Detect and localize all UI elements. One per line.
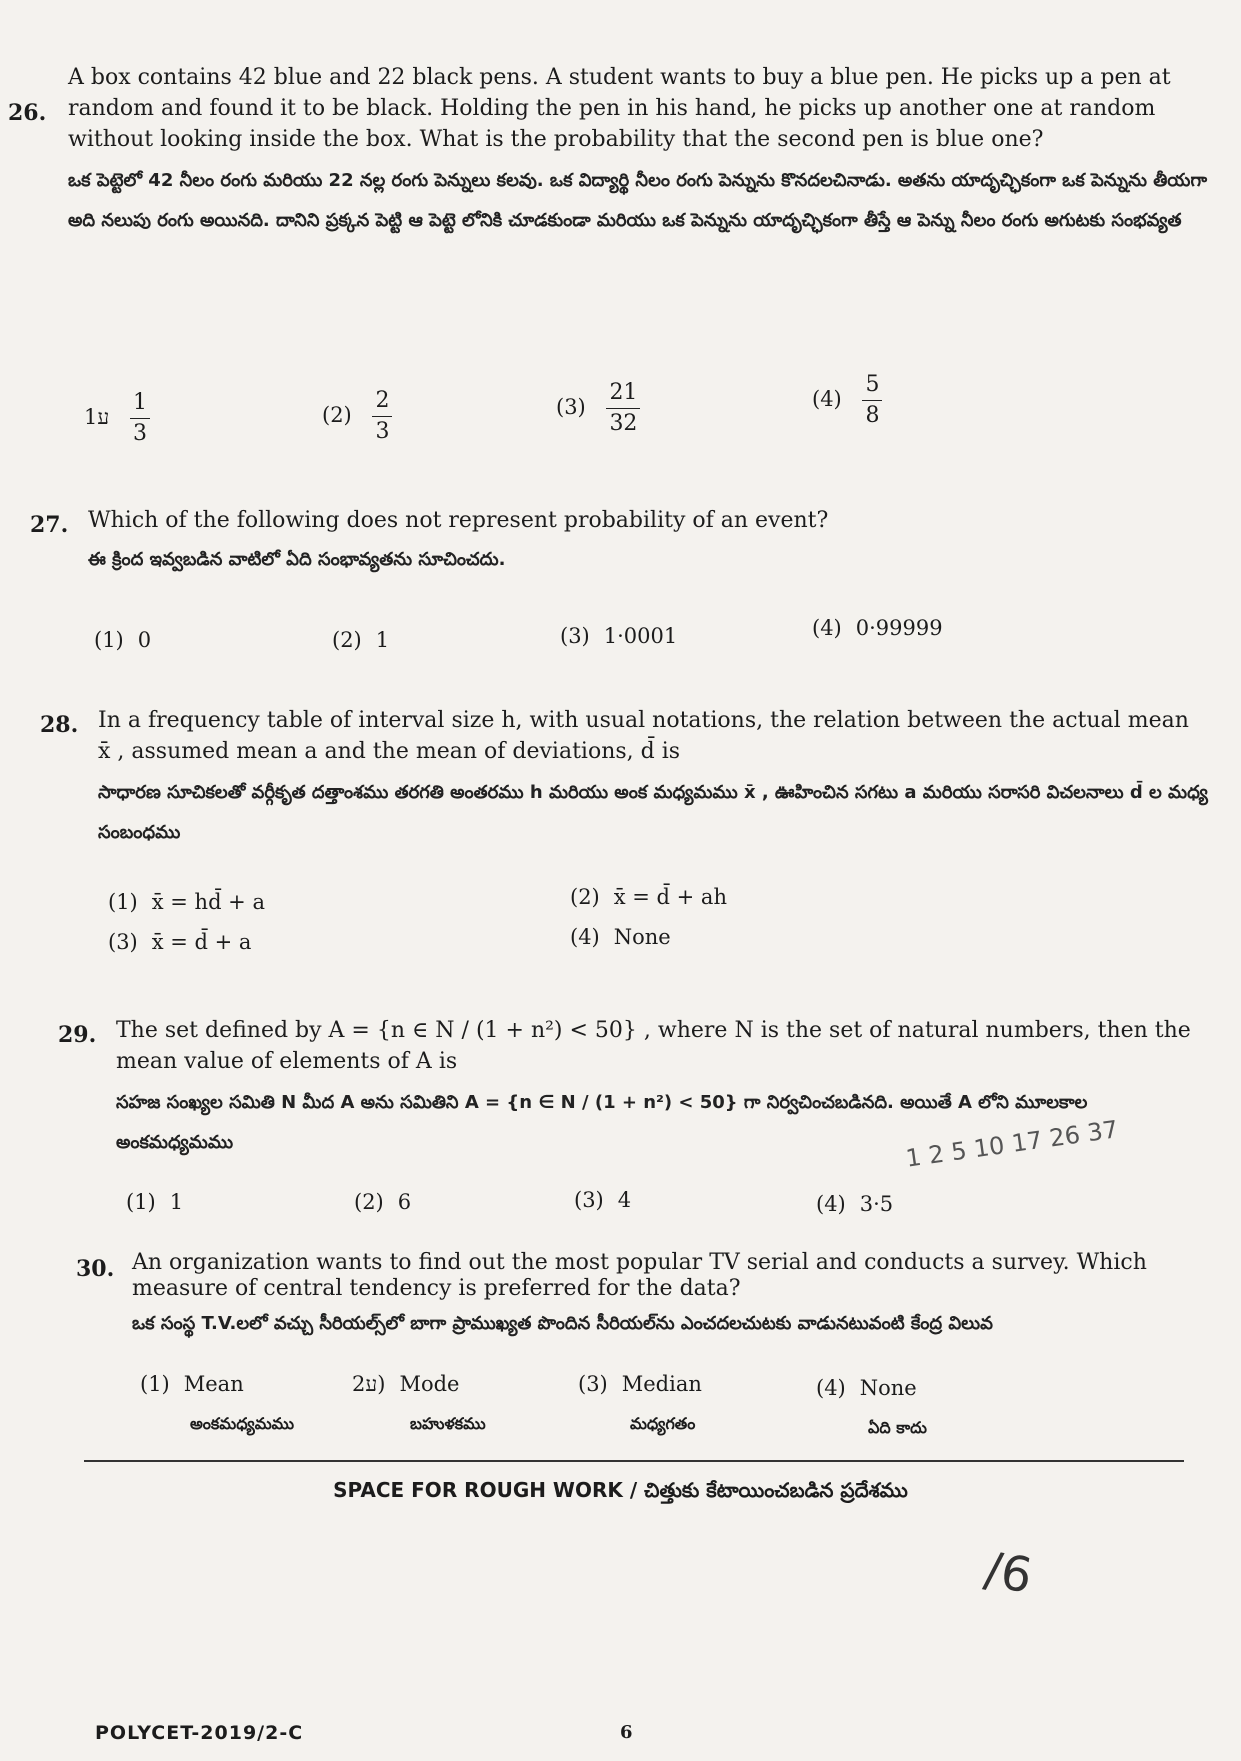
question-28-english: In a frequency table of interval size h, with usual notations, the relation between the actual mean x̄ , assumed mean a and the mean of deviations, d̄ is [98, 708, 1189, 764]
question-30-number: 30. [76, 1256, 115, 1282]
question-30-option-2[interactable]: ע2) Mode [352, 1372, 460, 1396]
rough-work-label: SPACE FOR ROUGH WORK / చిత్తుకు కేటాయించబడిన ప్రదేశము [333, 1478, 908, 1502]
question-26-number: 26. [8, 100, 47, 126]
question-30 [132, 1250, 1192, 1344]
question-26-option-2[interactable] [322, 388, 392, 445]
question-27-option-4[interactable]: (4) 0·99999 [812, 616, 943, 640]
option-number: (4) [812, 387, 842, 411]
option-number: (3) [556, 395, 586, 419]
question-26-option-4[interactable] [812, 372, 882, 429]
page-number: 6 [620, 1722, 633, 1743]
question-27-option-1[interactable]: (1) 0 [94, 628, 152, 652]
fraction: $\frac{1}{3}$ [130, 390, 150, 447]
question-28-option-1[interactable]: (1) x̄ = hd̄ + a [108, 890, 265, 914]
question-30-option-4-telugu: ఏది కాదు [868, 1418, 927, 1437]
fraction: $\frac{21}{32}$ [606, 380, 640, 437]
question-30-option-1[interactable]: (1) Mean [140, 1372, 244, 1396]
question-28-telugu: సాధారణ సూచికలతో వర్గీకృత దత్తాంశము తరగతి అంతరము h మరియు అంక మధ్యమము x̄ , ఊహించిన సగటు a మరియు సరాసరి విచలనాలు d̄ ల మధ్య సంబంధము [98, 782, 1208, 843]
divider [84, 1460, 1184, 1462]
question-27 [88, 505, 1208, 580]
question-26-option-1[interactable] [84, 390, 150, 447]
footer-code: POLYCET-2019/2-C [95, 1722, 304, 1744]
question-27-english: Which of the following does not represent probability of an event? [88, 508, 829, 533]
option-number: ע1 [84, 405, 110, 429]
question-28-option-3[interactable]: (3) x̄ = d̄ + a [108, 930, 252, 954]
option-number: (2) [322, 403, 352, 427]
question-30-english: An organization wants to find out the most popular TV serial and conducts a survey. Which measure of central tendency is preferred for the data? [132, 1250, 1147, 1301]
handwritten-note: 1 2 5 10 17 26 37 [904, 1115, 1120, 1173]
question-29-english: The set defined by A = {n ∈ N / (1 + n²) < 50} , where N is the set of natural numbers, then the mean value of elements of A is [116, 1018, 1191, 1074]
question-28-option-4[interactable]: (4) None [570, 925, 671, 949]
fraction: $\frac{5}{8}$ [862, 372, 882, 429]
question-27-option-2[interactable]: (2) 1 [332, 628, 390, 652]
fraction: $\frac{2}{3}$ [372, 388, 392, 445]
question-26 [68, 62, 1218, 241]
question-29-option-2[interactable]: (2) 6 [354, 1190, 412, 1214]
handwritten-mark: /6 [980, 1541, 1037, 1605]
question-30-option-1-telugu: అంకమధ్యమము [190, 1414, 295, 1433]
question-27-number: 27. [30, 512, 69, 538]
question-28-option-2[interactable]: (2) x̄ = d̄ + ah [570, 885, 727, 909]
question-30-option-3-telugu: మధ్యగతం [630, 1414, 696, 1433]
question-29-number: 29. [58, 1022, 97, 1048]
question-30-option-4[interactable]: (4) None [816, 1376, 917, 1400]
question-29-option-4[interactable]: (4) 3·5 [816, 1192, 894, 1216]
question-30-option-3[interactable]: (3) Median [578, 1372, 702, 1396]
question-26-english: A box contains 42 blue and 22 black pens. A student wants to buy a blue pen. He picks up a pen at random and found it to be black. Holding the pen in his hand, he picks up another one at random without looking inside the box. What is the probability that the second pen is blue one? [68, 65, 1171, 152]
question-26-option-3[interactable] [556, 380, 640, 437]
question-26-telugu: ఒక పెట్టెలో 42 నీలం రంగు మరియు 22 నల్ల రంగు పెన్నులు కలవు. ఒక విద్యార్థి నీలం రంగు పెన్నును కొనదలచినాడు. అతను యాదృచ్ఛికంగా ఒక పెన్నును తీయగా అది నలుపు రంగు అయినది. దానిని ప్రక్కన పెట్టి ఆ పెట్టె లోనికి చూడకుండా మరియు ఒక పెన్నును యాదృచ్ఛికంగా తీస్తే ఆ పెన్ను నీలం రంగు అగుటకు సంభవ్యత [68, 170, 1208, 231]
question-27-option-3[interactable]: (3) 1·0001 [560, 624, 678, 648]
question-28 [98, 705, 1208, 853]
question-29-option-3[interactable]: (3) 4 [574, 1188, 632, 1212]
question-29-option-1[interactable]: (1) 1 [126, 1190, 184, 1214]
question-29-telugu: సహజ సంఖ్యల సమితి N మీద A అను సమితిని A = {n ∈ N / (1 + n²) < 50} గా నిర్వచించబడినది. అయితే A లోని మూలకాల అంకమధ్యమము [116, 1092, 1088, 1153]
question-27-telugu: ఈ క్రింద ఇవ్వబడిన వాటిలో ఏది సంభావ్యతను సూచించదు. [88, 549, 506, 570]
question-30-option-2-telugu: బహుళకము [410, 1414, 486, 1433]
question-28-number: 28. [40, 712, 79, 738]
question-30-telugu: ఒక సంస్థ T.V.లలో వచ్చు సీరియల్స్‌లో బాగా ప్రాముఖ్యత పొందిన సీరియల్‌ను ఎంచదలచుటకు వాడునటువంటి కేంద్ర విలువ [132, 1313, 993, 1334]
